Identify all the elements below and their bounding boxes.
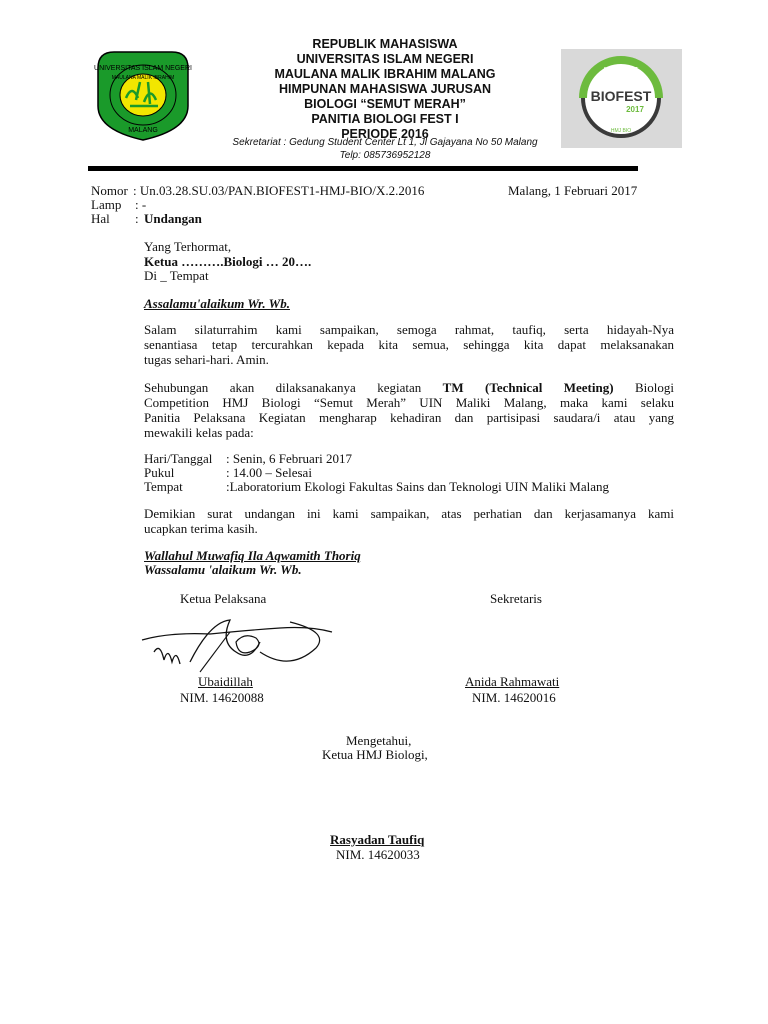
biofest-logo-ring-top: BIOLOGI FEST xyxy=(603,67,639,73)
hal-value: Undangan xyxy=(144,211,202,226)
lamp-label: Lamp xyxy=(91,197,122,212)
header-divider xyxy=(88,166,638,171)
secretariat-address: Sekretariat : Gedung Student Center Lt 1, Jl Gajayana No 50 Malang xyxy=(232,137,538,148)
paragraph-line: Competition HMJ Biologi “Semut Merah” UIN Maliki Malang, maka kami selaku xyxy=(144,395,674,410)
university-logo xyxy=(92,48,194,143)
left-signer-nim: NIM. 14620088 xyxy=(180,690,264,705)
lamp-value: : - xyxy=(135,197,147,212)
recipient-name: Ketua ……….Biologi … 20…. xyxy=(144,254,312,269)
left-signer-title: Ketua Pelaksana xyxy=(180,591,267,606)
paragraph-line: ucapkan terima kasih. xyxy=(144,521,258,536)
paragraph-closing xyxy=(144,506,674,536)
paragraph-line: Demikian surat undangan ini kami sampaikan, atas perhatian dan kerjasamanya kami xyxy=(144,506,674,521)
paragraph-line: tugas sehari-hari. Amin. xyxy=(144,352,269,367)
letterhead-line: UNIVERSITAS ISLAM NEGERI xyxy=(296,52,474,66)
head-signer-nim: NIM. 14620033 xyxy=(336,847,420,862)
biofest-logo-title: BIOFEST xyxy=(590,88,652,104)
hal-colon: : xyxy=(135,211,139,226)
letterhead-line: REPUBLIK MAHASISWA xyxy=(312,37,458,51)
recipient-place: Di _ Tempat xyxy=(144,268,209,283)
logo-bottom-text: MALANG xyxy=(128,127,158,134)
logo-top-text: UNIVERSITAS ISLAM NEGERI xyxy=(94,65,192,72)
biofest-logo xyxy=(561,49,682,148)
schedule-value-day: : Senin, 6 Februari 2017 xyxy=(226,451,353,466)
secretariat-phone: Telp: 085736952128 xyxy=(339,150,431,161)
closing-phrase: Wallahul Muwafiq Ila Aqwamith Thoriq xyxy=(144,548,361,563)
hal-label: Hal xyxy=(91,211,110,226)
letter-date: Malang, 1 Februari 2017 xyxy=(508,183,638,198)
right-signer-title: Sekretaris xyxy=(490,591,542,606)
recipient-greeting: Yang Terhormat, xyxy=(144,239,232,254)
right-signer-name: Anida Rahmawati xyxy=(465,674,560,689)
biofest-logo-year: 2017 xyxy=(626,105,644,114)
schedule-label-place: Tempat xyxy=(144,479,183,494)
handwritten-signature xyxy=(140,612,340,682)
letterhead-title xyxy=(200,37,570,142)
schedule-label-time: Pukul xyxy=(144,465,175,480)
letterhead-line: PERIODE 2016 xyxy=(341,127,429,141)
acknowledge-label: Mengetahui, xyxy=(346,733,412,748)
closing-salam: Wassalamu 'alaikum Wr. Wb. xyxy=(144,562,302,577)
letterhead-line: MAULANA MALIK IBRAHIM MALANG xyxy=(274,67,496,81)
paragraph-line: mewakili kelas pada: xyxy=(144,425,254,440)
letterhead-line: HIMPUNAN MAHASISWA JURUSAN xyxy=(278,82,492,96)
left-signer-name: Ubaidillah xyxy=(198,674,253,689)
paragraph-line: senantiasa tetap tercurahkan kepada kita semua, sehingga kita dapat melaksanakan xyxy=(144,337,674,352)
paragraph-intro xyxy=(144,322,674,367)
schedule-value-place: :Laboratorium Ekologi Fakultas Sains dan Teknologi UIN Maliki Malang xyxy=(226,479,610,494)
nomor-label: Nomor xyxy=(91,183,128,198)
head-signer-name: Rasyadan Taufiq xyxy=(330,832,425,847)
paragraph-line: Panitia Pelaksana Kegiatan mengharap kehadiran dan partisipasi saudara/i atau yang xyxy=(144,410,674,425)
opening-salam: Assalamu'alaikum Wr. Wb. xyxy=(144,296,290,311)
letterhead-line: PANITIA BIOLOGI FEST I xyxy=(311,112,459,126)
acknowledge-role: Ketua HMJ Biologi, xyxy=(322,747,428,762)
paragraph-line: Salam silaturrahim kami sampaikan, semoga rahmat, taufiq, serta hidayah-Nya xyxy=(144,322,674,337)
right-signer-nim: NIM. 14620016 xyxy=(472,690,556,705)
biofest-logo-ring-bottom: HMJ BIO xyxy=(610,128,632,134)
logo-inner-text: MAULANA MALIK IBRAHIM xyxy=(111,75,175,81)
letterhead-line: BIOLOGI “SEMUT MERAH” xyxy=(304,97,466,111)
schedule-value-time: : 14.00 – Selesai xyxy=(226,465,312,480)
paragraph-invitation xyxy=(144,380,674,440)
nomor-value: : Un.03.28.SU.03/PAN.BIOFEST1-HMJ-BIO/X.2.2016 xyxy=(133,183,425,198)
schedule-label-day: Hari/Tanggal xyxy=(144,451,213,466)
paragraph-line: Sehubungan akan dilaksanakanya kegiatan TM (Technical Meeting) Biologi xyxy=(144,380,674,395)
